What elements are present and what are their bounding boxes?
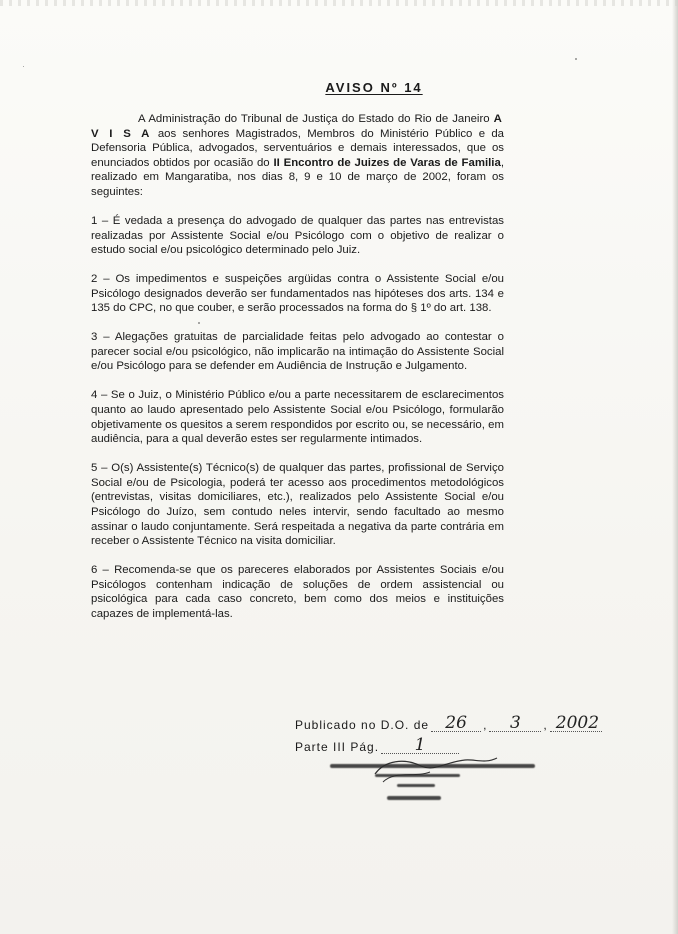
publication-page-line [295,732,595,754]
scan-speck [575,58,577,60]
item-1: 1 – É vedada a presença do advogado de qualquer das partes nas entrevistas realizadas por Assistente Social e/ou Psicólogo com o objetivo de realizar o estudo social e/ou psicológico determinado pelo Juiz. [91,214,504,257]
publication-part-label: Parte III Pág. [295,740,380,754]
scan-right-edge [672,0,678,934]
item-3: 3 – Alegações gratuitas de parcialidade feitas pelo advogado ao contestar o parecer social e/ou psicológico, não implicarão na intimação do Assistente Social e/ou Psicólogo para se defender em Audiência de Instrução e Julgamento. [91,331,504,373]
item-5: 5 – O(s) Assistente(s) Técnico(s) de qualquer das partes, profissional de Serviço Social e/ou de Psicologia, poderá ter acesso aos procedimentos metodológicos (entrevistas, visitas domiciliares, etc.), realizados pelo Assistente Social e/ou Psicólogo do Juízo, sem contudo neles intervir, sendo facultado ao mesmo assinar o laudo conjuntamente. Será respeitada a negativa da parte contrária em receber o Assistente Técnico na visita domiciliar. [91,462,504,548]
item-4: 4 – Se o Juiz, o Ministério Público e/ou a parte necessitarem de esclarecimentos quanto ao laudo apresentado pelo Assistente Social e/ou Psicólogo, formularão objetivamente os quesitos a serem respondidos por escrito ou, se necessário, em audiência, para a qual deverão estes ser regularmente intimados. [91,389,504,446]
publication-page: 1 [414,735,426,755]
notice-body [91,112,504,636]
notice-title [0,80,678,95]
signature-stamp [325,752,545,832]
intro-paragraph: A Administração do Tribunal de Justiça do Estado do Rio de Janeiro A V I S A aos senhores Magistrados, Membros do Ministério Público e da Defensoria Pública, advogados, serventuários e demais interessados, que os enunciados obtidos por ocasião do II Encontro de Juizes de Varas de Familia, realizado em Mangaratiba, nos dias 8, 9 e 10 de março de 2002, foram os seguintes: [91,113,505,198]
publication-year: 2002 [555,713,600,733]
event-name: II Encontro de Juizes de Varas de Familia [273,156,501,169]
publication-date-line: Publicado no D.O. de 26 , 3 , 2002 [295,710,595,732]
scan-speck [23,66,24,67]
avisa-word: A V I S A [91,113,504,140]
notice-title-text: AVISO Nº 14 [325,80,423,95]
publication-label: Publicado no D.O. de [295,718,430,732]
publication-block [295,710,600,755]
item-6: 6 – Recomenda-se que os pareceres elaborados por Assistentes Sociais e/ou Psicólogos contenham indicação de soluções de ordem assistencial ou psicológica para cada caso concreto, bem como dos meios e instituições capazes de implementá-las. [91,564,504,620]
item-2: 2 – Os impedimentos e suspeições argüidas contra o Assistente Social e/ou Psicólogo designados deverão ser fundamentados nas hipóteses dos arts. 134 e 135 do CPC, no que couber, e serão processados na forma do § 1º do art. 138. [91,273,504,315]
publication-day: 26 [445,713,467,733]
publication-month: 3 [510,713,521,733]
scan-top-edge [0,0,678,6]
